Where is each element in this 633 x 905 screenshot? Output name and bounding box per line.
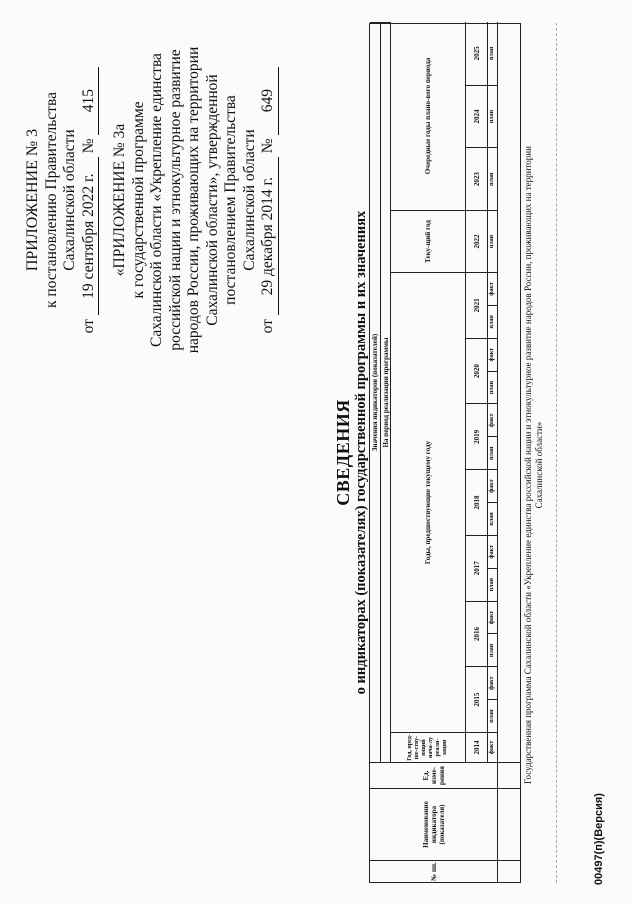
appendix-3a-line2: Сахалинской области «Укрепление единства	[148, 53, 165, 347]
appendix-date-line	[80, 35, 100, 365]
year-header-2018: 2018	[466, 469, 488, 535]
plan-subheader: план	[488, 147, 498, 210]
plan-subheader: план	[488, 502, 498, 535]
plan-subheader: план	[488, 568, 498, 601]
version-label: 00497(п)(Версия)	[593, 793, 605, 885]
appendix-3a-line3: российской нации и этнокультурное развитие	[166, 49, 184, 351]
plan-subheader: план	[488, 699, 498, 732]
plan-subheader: план	[488, 371, 498, 404]
year-header-2017: 2017	[466, 535, 488, 601]
fact-subheader: факт	[488, 469, 498, 502]
year-header-2019: 2019	[466, 403, 488, 469]
appendix-number: 415	[80, 67, 100, 135]
plan-subheader: план	[488, 633, 498, 666]
fact-subheader: факт	[488, 272, 498, 305]
row-values-cell	[498, 22, 520, 762]
indicators-table	[369, 23, 521, 883]
next-years-header: Очередные годы плано-вого периода	[391, 22, 466, 210]
plan-subheader: план	[488, 436, 498, 469]
appendix-date-prefix: от	[79, 319, 97, 334]
appendix-3a-line4: народов России, проживающих на территории	[185, 46, 202, 354]
year-header-2025: 2025	[466, 22, 488, 85]
fact-subheader: факт	[488, 666, 498, 699]
program-note: Государственная программа Сахалинской области «Укрепление единства российской нации и этнокультурное развитие народов России, проживающих на территории Сахалинской области»	[523, 146, 544, 784]
col-base-header: Год, пред-ше-ству-ющий нача-лу реали-зации	[391, 732, 466, 762]
appendix-3a-date: 29 декабря 2014 г.	[259, 157, 279, 315]
appendix-3a-date-prefix: от	[259, 319, 276, 334]
year-header-2024: 2024	[466, 85, 488, 148]
year-header-2014: 2014	[466, 732, 488, 762]
values-header: Значения индикаторов (показателей)	[370, 22, 381, 762]
period-header: На период реализации программы	[381, 22, 391, 762]
appendix-3a-number: 649	[259, 67, 279, 135]
plan-subheader: план	[488, 85, 498, 148]
appendix-3a-num-label: №	[259, 138, 276, 154]
col-unit-header: Ед. изме-рения	[370, 762, 498, 788]
fact-subheader: факт	[488, 403, 498, 436]
fact-subheader: факт	[488, 601, 498, 634]
appendix-line1: к постановлению Правительства	[42, 92, 60, 308]
year-header-2021: 2021	[466, 272, 488, 338]
separator-rule	[556, 23, 557, 883]
appendix-title: ПРИЛОЖЕНИЕ № 3	[24, 128, 41, 272]
prev-years-header: Годы, предшествующие текущему году	[391, 272, 466, 732]
appendix-3a-line5: Сахалинской области», утвержденной	[203, 74, 221, 326]
row-unit-cell	[498, 762, 520, 788]
year-header-2020: 2020	[466, 338, 488, 404]
appendix-3a-line1: к государственной программе	[129, 101, 147, 299]
current-year-header: Теку-щий год	[391, 210, 466, 272]
year-header-2022: 2022	[466, 210, 488, 272]
appendix-line2: Сахалинской области	[61, 129, 78, 271]
plan-subheader: план	[488, 210, 498, 272]
row-num-cell	[498, 860, 520, 882]
fact-subheader: факт	[488, 732, 498, 762]
appendix-3a-line6: постановлением Правительства	[222, 95, 239, 305]
plan-subheader: план	[488, 305, 498, 338]
appendix-3a-line7: Сахалинской области	[240, 129, 258, 271]
appendix-3a-date-line	[259, 35, 279, 365]
plan-subheader: план	[488, 22, 498, 85]
appendix-3a-header	[111, 35, 279, 365]
col-name-header: Наименование индикатора (показателя)	[370, 788, 498, 860]
year-header-2016: 2016	[466, 601, 488, 667]
fact-subheader: факт	[488, 535, 498, 568]
appendix-date: 19 сентября 2022 г.	[80, 157, 100, 315]
heading-title: СВЕДЕНИЯ	[333, 399, 353, 506]
appendix-3a-title: «ПРИЛОЖЕНИЕ № 3а	[111, 123, 128, 277]
heading-subtitle: о индикаторах (показателях) государственной программы и их значениях	[353, 210, 369, 695]
fact-subheader: факт	[488, 338, 498, 371]
year-header-2023: 2023	[466, 147, 488, 210]
appendix-header	[24, 35, 279, 365]
col-num-header: № пп.	[370, 860, 498, 882]
year-header-2015: 2015	[466, 666, 488, 732]
appendix-num-label: №	[79, 138, 97, 154]
document-heading	[333, 0, 369, 905]
row-name-cell	[498, 788, 520, 860]
